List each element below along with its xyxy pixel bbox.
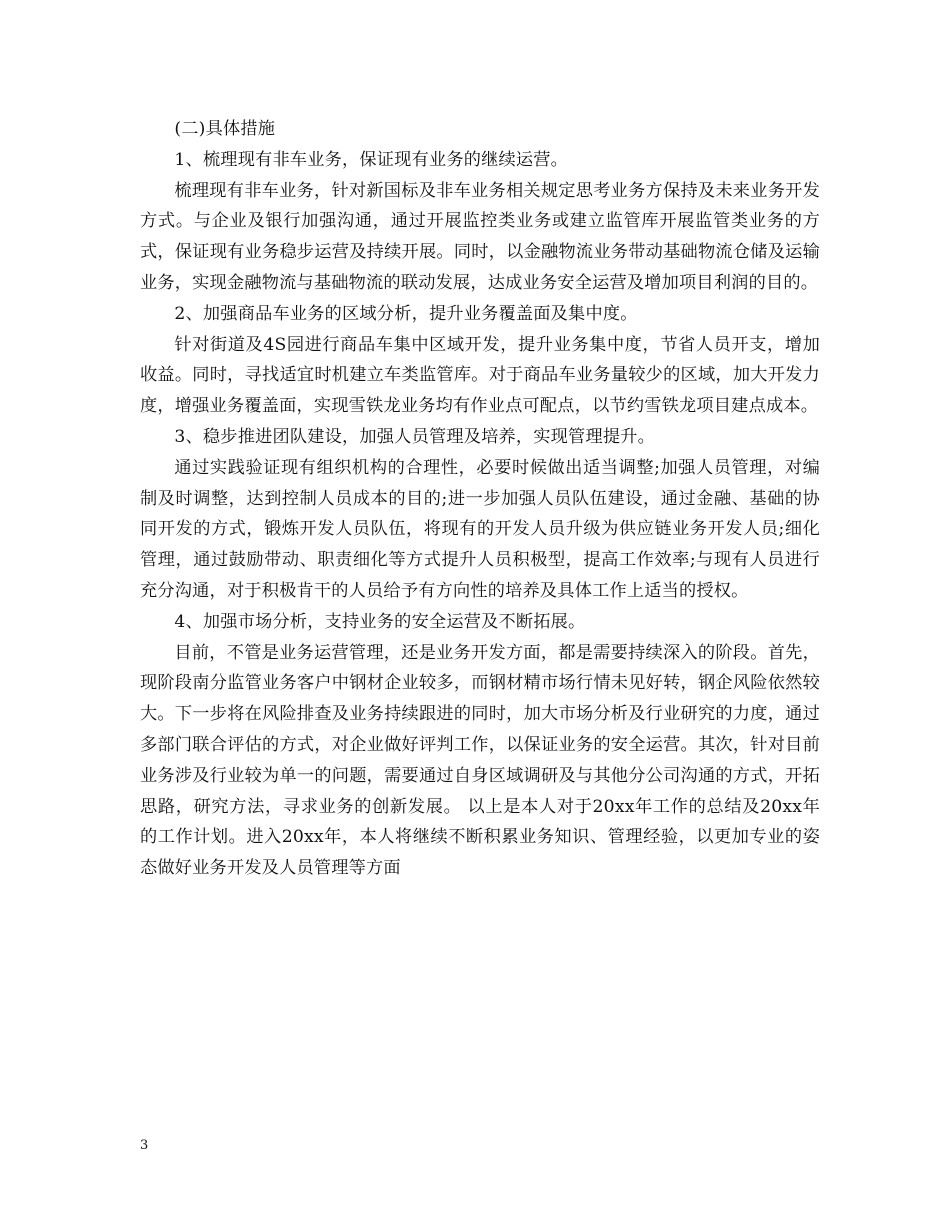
document-body xyxy=(140,114,820,884)
section-heading: (二)具体措施 xyxy=(174,119,276,139)
body-paragraph-3: 通过实践验证现有组织机构的合理性，必要时候做出适当调整;加强人员管理，对编制及时调整，达到控制人员成本的目的;进一步加强人员队伍建设，通过金融、基础的协同开发的方式，锻炼开发人员队伍，将现有的开发人员升级为供应链业务开发人员;细化管理，通过鼓励带动、职责细化等方式提升人员积极型，提高工作效率;与现有人员进行充分沟通，对于积极肯干的人员给予有方向性的培养及具体工作上适当的授权。 xyxy=(140,457,820,601)
item-heading-4: 4、加强市场分析，支持业务的安全运营及不断拓展。 xyxy=(174,611,586,632)
item-heading-1: 1、梳理现有非车业务，保证现有业务的继续运营。 xyxy=(174,149,569,170)
item-heading-3: 3、稳步推进团队建设，加强人员管理及培养，实现管理提升。 xyxy=(174,426,655,447)
body-paragraph-1: 梳理现有非车业务，针对新国标及非车业务相关规定思考业务方保持及未来业务开发方式。与企业及银行加强沟通，通过开展监控类业务或建立监管库开展监管类业务的方式，保证现有业务稳步运营及持续开展。同时，以金融物流业务带动基础物流仓储及运输业务，实现金融物流与基础物流的联动发展，达成业务安全运营及增加项目利润的目的。 xyxy=(140,180,820,293)
body-paragraph-2: 针对街道及4S园进行商品车集中区域开发，提升业务集中度，节省人员开支，增加收益。同时，寻找适宜时机建立车类监管库。对于商品车业务量较少的区域，加大开发力度，增强业务覆盖面，实现雪铁龙业务均有作业点可配点，以节约雪铁龙项目建点成本。 xyxy=(140,334,820,417)
item-heading-2: 2、加强商品车业务的区域分析，提升业务覆盖面及集中度。 xyxy=(174,303,638,324)
page-number: 3 xyxy=(140,1138,149,1153)
body-paragraph-4: 目前，不管是业务运营管理，还是业务开发方面，都是需要持续深入的阶段。首先，现阶段南分监管业务客户中钢材企业较多，而钢材精市场行情未见好转，钢企风险依然较大。下一步将在风险排查及业务持续跟进的同时，加大市场分析及行业研究的力度，通过多部门联合评估的方式，对企业做好评判工作，以保证业务的安全运营。其次，针对目前业务涉及行业较为单一的问题，需要通过自身区域调研及与其他分公司沟通的方式，开拓思路，研究方法，寻求业务的创新发展。 以上是本人对于20xx年工作的总结及20xx年的工作计划。进入20xx年，本人将继续不断积累业务知识、管理经验，以更加专业的姿态做好业务开发及人员管理等方面 xyxy=(140,642,820,879)
